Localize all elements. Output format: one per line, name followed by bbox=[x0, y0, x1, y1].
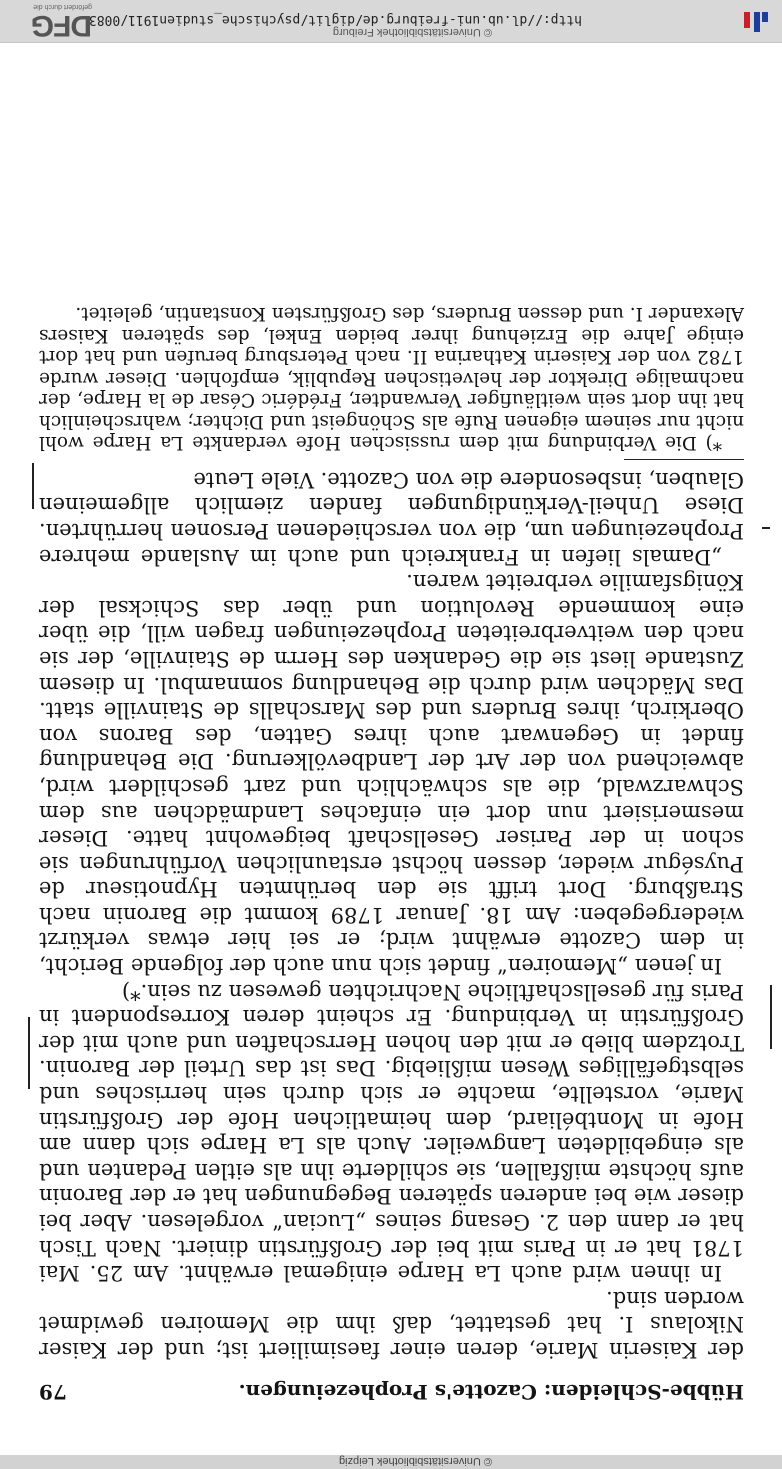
copyright-holder-top: © Universitätsbibliothek Freiburg bbox=[332, 26, 492, 38]
viewer-top-bar bbox=[0, 0, 782, 43]
scan-mark bbox=[762, 527, 770, 529]
paragraph: In jenen „Memoiren“ findet sich nun auch der folgende Bericht, in dem Cazotte erwähnt wird; er sei hier etwas verkürzt wiedergegeben: Am 18. Januar 1789 kommt die Baronin nach Straßburg. Dort trifft sie den berühmten Hypnotiseur de Puységur wieder, dessen höchst erstaunlichen Vorführungen sie schon in der Pariser Gesellschaft beigewohnt hatte. Dieser mesmerisiert nun dort ein einfaches Landmädchen aus dem Schwarzwald, die als schwächlich und zart geschildert wird, abweichend von der Art der Landbevölkerung. Die Behandlung findet in Gegenwart auch ihres Gatten, des Barons von Oberkirch, ihres Bruders und des Marschalls de Stainville statt. Das Mädchen wird durch die Behandlung somnambul. In diesem Zustande liest sie die Gedanken des Herrn de Stainville, der sie nach den weitverbreiteten Prophezeiungen fragen will, die über eine kommende Revolution und über das Schicksal der Königsfamilie verbreitet waren. bbox=[39, 570, 744, 979]
document-url[interactable]: http://dl.ub.uni-freiburg.de/diglit/psychische_studien1911/0083 bbox=[88, 12, 582, 27]
dfg-logo bbox=[12, 2, 92, 40]
paragraph: In ihnen wird auch La Harpe einigemal erwähnt. Am 25. Mai 1781 hat er in Paris mit bei der Großfürstin diniert. Nach Tisch hat er dann den 2. Gesang seines „Lucian“ vorgelesen. Aber bei dieser wie bei anderen späteren Begegnungen hat er der Baronin aufs höchste mißfallen, sie schilderte ihn als eitlen Pedanten und als eingebildeten Langweiler. Auch als La Harpe sich dann am Hofe in Montbéliard, dem heimatlichen Hofe der Großfürstin Marie, vorstellte, machte er sich durch sein herrisches und selbstgefälliges Wesen mißliebig. Das ist das Urteil der Baronin. Trotzdem blieb er mit den hohen Herrschaften und auch mit der Großfürstin in Verbindung. Er scheint deren Korrespondent in Paris für gesellschaftliche Nachrichten gewesen zu sein.*) bbox=[39, 979, 744, 1286]
dfg-logo-text: DFG bbox=[31, 9, 92, 42]
scan-mark bbox=[32, 463, 34, 509]
viewer-bottom-bar bbox=[0, 1455, 782, 1469]
ub-logo-icon bbox=[728, 8, 778, 36]
printed-page bbox=[39, 303, 744, 1404]
paragraph: der Kaiserin Marie, deren einer faesimiliert ist; und der Kaiser Nikolaus I. hat gestattet, daß ihm die Memoiren gewidmet worden sind. bbox=[39, 1286, 744, 1362]
running-head bbox=[39, 1380, 744, 1404]
scan-mark bbox=[770, 985, 772, 1049]
footnote: *) Die Verbindung mit dem russischen Hofe verdankte La Harpe wohl nicht nur seinem eigenen Rufe als Schöngeist und Dichter; wahrscheinlich hat ihn dort sein weitläufiger Verwandter, Frédéric César de la Harpe, der nachmalige Direktor der helvetischen Republik, empfohlen. Dieser wurde 1782 von der Kaiserin Katharina II. nach Petersburg berufen und hat dort einige Jahre die Erziehung ihrer beiden Enkel, des späteren Kaisers Alexander I. und dessen Bruders, des Großfürsten Konstantin, geleitet. bbox=[39, 303, 744, 454]
scan-mark bbox=[28, 1017, 30, 1089]
page-number: 79 bbox=[39, 1380, 67, 1404]
running-head-title: Hübbe-Schleiden: Cazotte's Prophezeiungen. bbox=[238, 1380, 744, 1404]
copyright-holder-bottom: © Universitätsbibliothek Leipzig bbox=[338, 1455, 492, 1467]
footnote-rule bbox=[624, 459, 744, 460]
dfg-logo-caption: gefördert durch die bbox=[33, 3, 92, 10]
paragraph: „Damals liefen in Frankreich und auch im Auslande mehrere Prophezeiungen um, die von verschiedenen Personen herrührten. Diese Unheil-Verkündigungen fanden ziemlich allgemeinen Glauben, insbesondere die von Cazotte. Viele Leute bbox=[39, 467, 744, 569]
